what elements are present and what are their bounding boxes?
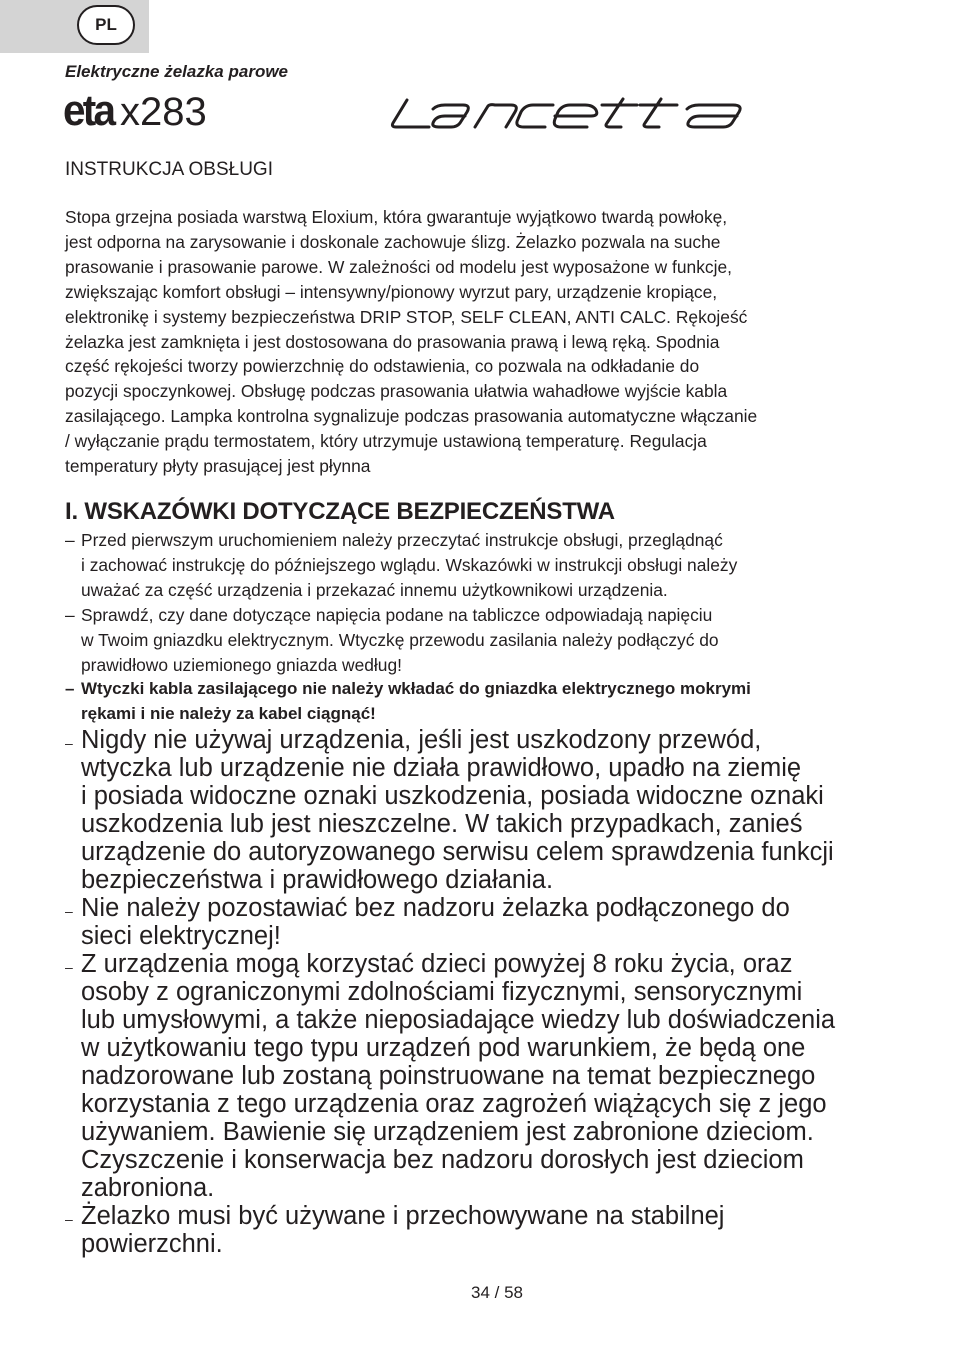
page-number: 34 / 58 xyxy=(471,1283,523,1302)
safety-item-line: Sprawdź, czy dane dotyczące napięcia podane na tabliczce odpowiadają napięciu xyxy=(81,604,713,625)
bullet-dash: – xyxy=(65,903,73,919)
model-number: x283 xyxy=(120,90,207,134)
safety-item xyxy=(65,1202,925,1258)
safety-item-line: uważać za część urządzenia i przekazać innemu użytkownikowi urządzenia. xyxy=(81,579,668,600)
language-badge: PL xyxy=(77,5,135,45)
safety-item-line: zabroniona. xyxy=(81,1174,215,1202)
intro-line: prasowanie i prasowanie parowe. W zależności od modelu jest wyposażone w funkcje, xyxy=(65,256,732,277)
safety-item xyxy=(65,950,925,1202)
instructions-heading: INSTRUKCJA OBSŁUGI xyxy=(65,159,273,180)
safety-item-line: rękami i nie należy za kabel ciągnąć! xyxy=(81,704,376,724)
bullet-dash: – xyxy=(65,959,73,975)
safety-item-line: Nie należy pozostawiać bez nadzoru żelazka podłączonego do xyxy=(81,894,790,922)
intro-line: zasilającego. Lampka kontrolna sygnalizuje podczas prasowania automatyczne włączanie xyxy=(65,406,758,427)
intro-line: pozycji spoczynkowej. Obsługę podczas prasowania ułatwia wahadłowe wyjście kabla xyxy=(65,381,728,402)
lancetta-logo xyxy=(385,96,755,130)
intro-line: elektronikę i systemy bezpieczeństwa DRIP STOP, SELF CLEAN, ANTI CALC. Rękojeść xyxy=(65,306,748,327)
safety-item-line: uszkodzenia lub jest nieszczelne. W takich przypadkach, zanieś xyxy=(81,810,803,838)
safety-item-line: i posiada widoczne oznaki uszkodzenia, posiada widoczne oznaki xyxy=(81,782,824,810)
bullet-dash: – xyxy=(65,735,73,751)
bullet-dash: – xyxy=(65,679,75,699)
safety-item-line: Z urządzenia mogą korzystać dzieci powyżej 8 roku życia, oraz xyxy=(81,950,793,978)
safety-item-line: w użytkowaniu tego typu urządzeń pod warunkiem, że będą one xyxy=(81,1034,806,1062)
safety-item-line: w Twoim gniazdku elektrycznym. Wtyczkę przewodu zasilania należy podłączyć do xyxy=(81,629,719,650)
bullet-dash: – xyxy=(65,1211,73,1227)
safety-item-line: nadzorowane lub zostaną poinstruowane na temat bezpiecznego xyxy=(81,1062,816,1090)
safety-item-line: prawidłowo uziemionego gniazda według! xyxy=(81,654,402,675)
safety-list-small xyxy=(65,528,905,727)
intro-paragraph xyxy=(65,205,895,479)
safety-item xyxy=(65,894,925,950)
document-subtitle: Elektryczne żelazka parowe xyxy=(65,62,289,81)
safety-item-line: Żelazko musi być używane i przechowywane na stabilnej xyxy=(81,1202,725,1230)
intro-line: zwiększając komfort obsługi – intensywny/pionowy wyrzut pary, urządzenie kropiące, xyxy=(65,281,718,302)
intro-line: żelazka jest zamknięta i jest dostosowana do prasowania prawą i lewą ręką. Spodnia xyxy=(65,331,720,352)
safety-item-line: korzystania z tego urządzenia oraz zagrożeń wiążących się z jego xyxy=(81,1090,827,1118)
intro-line: Stopa grzejna posiada warstwą Eloxium, która gwarantuje wyjątkowo twardą powłokę, xyxy=(65,207,728,227)
intro-line: część rękojeści tworzy powierzchnię do odstawienia, co pozwala na odkładanie do xyxy=(65,356,700,377)
language-tab xyxy=(0,0,149,53)
safety-item xyxy=(65,603,905,678)
safety-item-line: Nigdy nie używaj urządzenia, jeśli jest uszkodzony przewód, xyxy=(81,726,762,754)
safety-item-line: Czyszczenie i konserwacja bez nadzoru dorosłych jest dzieciom xyxy=(81,1146,804,1174)
safety-item xyxy=(65,726,925,894)
bullet-dash: – xyxy=(65,604,75,625)
intro-line: temperatury płyty prasującej jest płynna xyxy=(65,456,371,477)
intro-line: / wyłączanie prądu termostatem, który utrzymuje ustawioną temperaturę. Regulacja xyxy=(65,431,707,452)
intro-line: jest odporna na zarysowanie i doskonale zachowuje ślizg. Żelazko pozwala na suche xyxy=(65,231,721,252)
safety-item-line: używaniem. Bawienie się urządzeniem jest zabronione dzieciom. xyxy=(81,1118,814,1146)
safety-item-line: osoby z ograniczonymi zdolnościami fizycznymi, sensorycznymi xyxy=(81,978,803,1006)
safety-item-line: Przed pierwszym uruchomieniem należy przeczytać instrukcje obsługi, przeglądnąć xyxy=(81,530,723,550)
safety-item-line: urządzenie do autoryzowanego serwisu celem sprawdzenia funkcji xyxy=(81,838,834,866)
safety-item-line: i zachować instrukcję do późniejszego wglądu. Wskazówki w instrukcji obsługi należy xyxy=(81,554,738,575)
safety-item-line: lub umysłowymi, a także nieposiadające wiedzy lub doświadczenia xyxy=(81,1006,836,1034)
safety-item-warning xyxy=(65,677,905,727)
safety-item-line: bezpieczeństwa i prawidłowego działania. xyxy=(81,866,554,894)
safety-heading: I. WSKAZÓWKI DOTYCZĄCE BEZPIECZEŃSTWA xyxy=(65,498,615,525)
brand-name: eta xyxy=(63,86,114,135)
safety-item-line: Wtyczki kabla zasilającego nie należy wkładać do gniazdka elektrycznego mokrymi xyxy=(81,679,751,699)
safety-item xyxy=(65,528,905,603)
bullet-dash: – xyxy=(65,530,75,550)
safety-item-line: sieci elektrycznej! xyxy=(81,922,281,950)
safety-item-line: wtyczka lub urządzenie nie działa prawidłowo, upadło na ziemię xyxy=(81,754,802,782)
safety-list-large xyxy=(65,726,925,1258)
safety-item-line: powierzchni. xyxy=(81,1230,223,1258)
brand-title xyxy=(63,86,207,140)
